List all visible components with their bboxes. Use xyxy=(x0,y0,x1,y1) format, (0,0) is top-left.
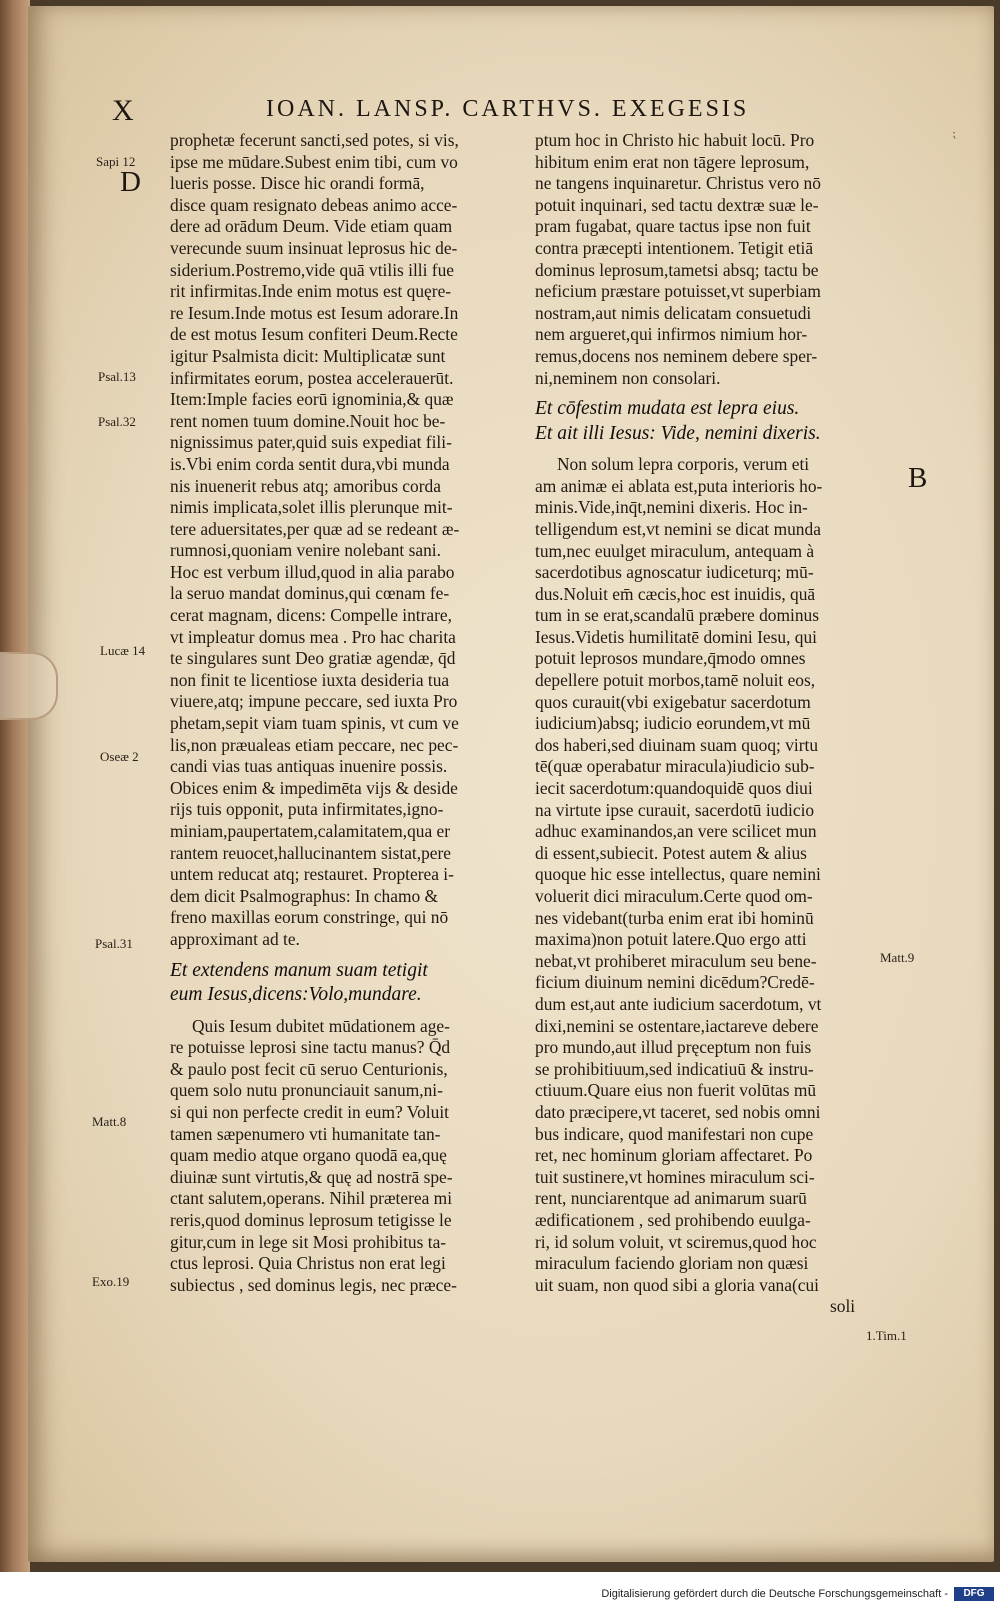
margin-note-psalm-31: Psal.31 xyxy=(95,936,133,951)
text-line: nes videbant(turba enim erat ibi hominū xyxy=(535,907,814,928)
text-line: nis inuenerit rebus atq; amoribus corda xyxy=(170,475,441,496)
text-line: la seruo mandat dominus,qui cœnam fe- xyxy=(170,583,450,604)
text-line: quos curauit(vbi exigebatur sacerdotum xyxy=(535,691,811,712)
digitization-credit: Digitalisierung gefördert durch die Deutsche Forschungsgemeinschaft - xyxy=(601,1588,948,1600)
margin-note-1-timothy-1: 1.Tim.1 xyxy=(866,1328,907,1343)
text-line: Iesus.Videtis humilitatē domini Iesu, qui xyxy=(535,626,818,647)
running-title: IOAN. LANSP. CARTHVS. EXEGESIS xyxy=(266,96,750,122)
book-binding xyxy=(0,0,30,1572)
margin-note-exodus-19: Exo.19 xyxy=(92,1274,130,1289)
text-line: tum in se erat,scandalū præbere dominus xyxy=(535,605,819,626)
text-line: pram fugabat, quare tactus ipse non fuit xyxy=(535,216,811,237)
text-line: iecit sacerdotum:quandoquidē quos diui xyxy=(535,778,813,799)
text-line: freno maxillas eorum constringe, qui nō xyxy=(170,907,449,928)
text-line: remus,docens nos neminem debere sper- xyxy=(535,345,818,366)
text-line: contra præcepti intentionem. Tetigit etiā xyxy=(535,237,814,258)
text-line: potuit leprosos mundare,q̄modo omnes xyxy=(535,648,806,669)
text-line: Item:Imple facies eorū ignominia,& quæ xyxy=(170,389,454,410)
text-line: nostram,aut nimis delicatam consuetudi xyxy=(535,302,812,323)
text-line: Quis Iesum dubitet mūdationem age- xyxy=(192,1015,450,1036)
text-line: hibitum enim erat non tāgere leprosum, xyxy=(535,151,810,172)
text-line: telligendum est,vt nemini se dicat munda xyxy=(535,518,821,539)
right-column xyxy=(535,130,880,1318)
text-line: ptum hoc in Christo hic habuit locū. Pro xyxy=(535,130,815,150)
text-line: tamen sæpenumero vti humanitate tan- xyxy=(170,1123,441,1144)
text-line: verecunde suum insinuat leprosus hic de- xyxy=(170,237,458,258)
left-section-heading xyxy=(170,959,515,1008)
text-line: & paulo post fecit cū seruo Centurionis, xyxy=(170,1058,448,1079)
right-paragraph-2 xyxy=(535,454,880,1318)
left-column xyxy=(170,130,515,1296)
text-line: si qui non perfecte credit in eum? Voluit xyxy=(170,1101,449,1122)
text-line: ni,neminem non consolari. xyxy=(535,367,721,388)
text-line: lueris posse. Disce hic orandi formā, xyxy=(170,173,425,194)
text-line: ædificationem , sed prohibendo euulga- xyxy=(535,1209,811,1230)
text-line: is.Vbi enim corda sentit dura,vbi munda xyxy=(170,453,450,474)
text-line: Non solum lepra corporis, verum eti xyxy=(557,454,810,475)
text-line: nignissimus pater,quid suis expediat fili- xyxy=(170,432,452,453)
text-line: dere ad orādum Deum. Vide etiam quam xyxy=(170,216,453,237)
text-line: gitur,cum in lege sit Mosi prohibitus ta- xyxy=(170,1231,447,1252)
text-line: tere aduersitates,per quæ ad se redeant æ- xyxy=(170,518,460,539)
text-line: re Iesum.Inde motus est Iesum adorare.In xyxy=(170,302,459,323)
heading-line: Et ait illi Iesus: Vide, nemini dixeris. xyxy=(535,422,821,444)
text-line: ret, nec hominum gloriam affectaret. Po xyxy=(535,1145,813,1166)
text-line: ipse me mūdare.Subest enim tibi, cum vo xyxy=(170,151,458,172)
heading-line: Et cōfestim mudata est lepra eius. xyxy=(535,398,800,420)
heading-line: eum Iesus,dicens:Volo,mundare. xyxy=(170,984,422,1006)
text-line: quam medio atque organo quodā ea,quę xyxy=(170,1145,447,1166)
text-line: ctus leprosi. Quia Christus non erat legi xyxy=(170,1253,446,1274)
text-line: am animæ ei ablata est,puta interioris ho- xyxy=(535,475,823,496)
text-line: dum est,aut ante iudicium sacerdotum, vt xyxy=(535,993,822,1014)
text-line: se prohibitiuum,sed indicatiuū & instru- xyxy=(535,1058,814,1079)
text-line: rantem reuocet,hallucinantem sistat,pere xyxy=(170,842,452,863)
text-line: disce quam resignato debeas animo acce- xyxy=(170,194,458,215)
text-line: rent nomen tuum domine.Nouit hoc be- xyxy=(170,410,446,431)
text-line: rent, nunciarentque ad animarum suarū xyxy=(535,1188,807,1209)
text-line: minis.Vide,inq̄t,nemini dixeris. Hoc in- xyxy=(535,497,808,518)
text-line: rijs tuis opponit, puta infirmitates,igno- xyxy=(170,799,444,820)
text-line: tuit sustinere,vt homines miraculum sci- xyxy=(535,1166,815,1187)
paragraph-gap xyxy=(170,951,515,959)
margin-note-sapientia: Sapi 12 xyxy=(96,154,136,169)
text-line: dominus leprosum,tametsi absq; tactu be xyxy=(535,259,819,280)
text-line: ctant salutem,operans. Nihil præterea mi xyxy=(170,1188,453,1209)
text-line: Hoc est verbum illud,quod in alia parabo xyxy=(170,561,455,582)
text-line: dato præcipere,vt taceret, sed nobis omni xyxy=(535,1101,821,1122)
text-line: dixi,nemini se ostentare,iactareve debere xyxy=(535,1015,819,1036)
page-clip xyxy=(0,652,58,720)
text-line: di essent,subiecit. Potest autem & alius xyxy=(535,842,807,863)
text-line: pro mundo,aut illud pręceptum non fuis xyxy=(535,1037,812,1058)
ink-speck: ⁏ xyxy=(952,126,957,140)
text-line: tē(quæ operabatur miracula)iudicio sub- xyxy=(535,756,815,777)
text-line: quem solo nutu pronunciauit sanum,ni- xyxy=(170,1080,443,1101)
text-line: viuere,atq; impune peccare, sed iuxta Pro xyxy=(170,691,458,712)
text-line: voluerit dici miraculum.Certe quod om- xyxy=(535,886,813,906)
left-paragraph-2 xyxy=(170,1016,515,1297)
text-line: potuit inquinari, sed tactu dextræ suæ le- xyxy=(535,194,819,215)
catchword: soli xyxy=(830,1296,856,1317)
margin-note-psalm-32: Psal.32 xyxy=(98,414,136,429)
folio-number: X xyxy=(112,94,135,127)
text-line: untem reducat atq; restauret. Propterea i- xyxy=(170,864,454,885)
text-line: rit infirmitas.Inde enim motus est quęre- xyxy=(170,281,452,302)
text-line: Obices enim & impedimēta vijs & deside xyxy=(170,777,458,798)
text-line: nem argueret,qui infirmos nimium hor- xyxy=(535,324,808,345)
text-line: depellere potuit morbos,tamē noluit eos, xyxy=(535,670,816,691)
text-line: vt impleatur domus mea . Pro hac charita xyxy=(170,626,456,647)
section-letter-b: B xyxy=(908,462,928,494)
text-line: nimis implicata,solet illis plerunque mit- xyxy=(170,497,453,518)
text-line: miraculum faciendo gloriam non quæsi xyxy=(535,1253,809,1274)
dfg-logo: DFG xyxy=(954,1587,994,1601)
page-header xyxy=(0,94,1000,128)
paragraph-gap xyxy=(535,389,880,397)
text-line: infirmitates eorum, postea accelerauerūt. xyxy=(170,367,454,388)
text-line: cerat magnam, dicens: Compelle intrare, xyxy=(170,605,453,626)
text-line: iudicium)absq; iudicio eorundem,vt mū xyxy=(535,713,811,734)
right-paragraph-1 xyxy=(535,130,880,389)
text-line: ficium diuinum nemini dicēdum?Credē- xyxy=(535,972,815,993)
text-line: neficium præstare potuisset,vt superbiam xyxy=(535,281,821,302)
paragraph-gap xyxy=(170,1008,515,1016)
text-line: tum,nec euulget miraculum, antequam à xyxy=(535,540,815,561)
text-line: uit suam, non quod sibi a gloria vana(cui xyxy=(535,1274,819,1295)
text-line: reris,quod dominus leprosum tetigisse le xyxy=(170,1209,452,1230)
text-line: rumnosi,quoniam venire nolebant sani. xyxy=(170,540,441,561)
text-line: igitur Psalmista dicit: Multiplicatæ sunt xyxy=(170,345,446,366)
margin-note-matthew-9: Matt.9 xyxy=(880,950,915,965)
text-line: maxima)non potuit latere.Quo ergo atti xyxy=(535,929,807,950)
text-line: bus indicare, quod manifestari non cupe xyxy=(535,1123,814,1144)
text-line: non finit te licentiose iuxta desideria tua xyxy=(170,669,450,690)
text-line: siderium.Postremo,vide quā vtilis illi fue xyxy=(170,259,455,280)
text-line: de est motus Iesum confiteri Deum.Recte xyxy=(170,324,458,345)
text-line: candi vias tuas antiquas inuenire possis. xyxy=(170,756,448,777)
right-section-heading xyxy=(535,397,880,446)
text-line: lis,non præualeas etiam peccare, nec pec- xyxy=(170,734,459,755)
text-line: diuinæ sunt virtutis,& quę ad nostrā spe- xyxy=(170,1166,453,1187)
footer-bar xyxy=(0,1572,1000,1602)
text-line: ri, id solum voluit, vt sciremus,quod hoc xyxy=(535,1231,817,1252)
text-line: na virtute ipse curauit, sacerdotū iudicio xyxy=(535,799,815,820)
text-line: te singulares sunt Deo gratiæ agendæ, q̄d xyxy=(170,648,456,669)
paragraph-gap xyxy=(535,446,880,454)
text-line: miniam,paupertatem,calamitatem,qua er xyxy=(170,821,451,841)
section-letter-d: D xyxy=(120,166,141,198)
left-paragraph-1 xyxy=(170,130,515,951)
text-line: dos haberi,sed diuinam suam quoq; virtu xyxy=(535,734,819,755)
margin-note-luke-14: Lucæ 14 xyxy=(100,643,146,658)
text-line: re potuisse leprosi sine tactu manus? Q̄d xyxy=(170,1037,451,1058)
text-line: approximant ad te. xyxy=(170,928,300,949)
text-line: nebat,vt prohiberet miraculum seu bene- xyxy=(535,950,817,971)
text-line: prophetæ fecerunt sancti,sed potes, si vis, xyxy=(170,130,459,150)
text-line: ne tangens inquinaretur. Christus vero nō xyxy=(535,173,821,194)
text-line: dus.Noluit em̄ cæcis,hoc est inuidis, quā xyxy=(535,583,816,604)
heading-line: Et extendens manum suam tetigit xyxy=(170,959,428,981)
text-line: phetam,sepit viam tuam spinis, vt cum ve xyxy=(170,713,459,734)
text-line: adhuc examinandos,an vere scilicet mun xyxy=(535,821,817,842)
text-line: ctiuum.Quare eius non fuerit volūtas mū xyxy=(535,1080,817,1101)
text-line: sacerdotibus agnoscatur iudiceturq; mū- xyxy=(535,562,814,583)
text-line: quoque hic esse intellectus, quare nemini xyxy=(535,864,821,885)
text-line: dem dicit Psalmographus: In chamo & xyxy=(170,885,439,906)
text-line: subiectus , sed dominus legis, nec præce- xyxy=(170,1274,457,1295)
margin-note-psalm-13: Psal.13 xyxy=(98,369,136,384)
margin-note-matthew-8: Matt.8 xyxy=(92,1114,127,1129)
margin-note-hosea-2: Oseæ 2 xyxy=(100,749,139,764)
